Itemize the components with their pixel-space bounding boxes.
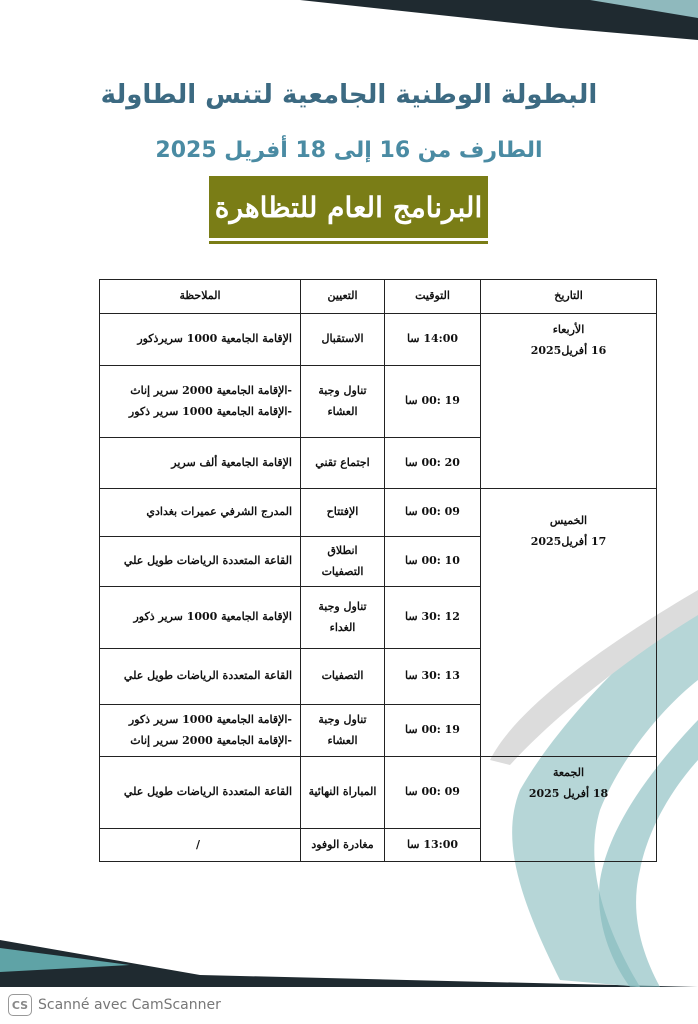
scanner-watermark [8, 994, 221, 1016]
day-name: الأربعاء [552, 323, 585, 336]
table-row [100, 489, 657, 537]
note-cell: المدرج الشرفي عميرات بغدادي [100, 489, 301, 537]
day-date: 17 أفريل2025 [530, 534, 607, 548]
task-cell: الإفتتاح [301, 489, 385, 537]
day-date: 18 أفريل 2025 [528, 786, 609, 800]
note-cell: -الإقامة الجامعية 2000 سرير إناث -الإقامة الجامعية 1000 سرير ذكور [100, 366, 301, 438]
task-cell: تناول وجبة العشاء [301, 705, 385, 757]
task-cell: اجتماع تقني [301, 438, 385, 489]
task-cell: انطلاق التصفيات [301, 537, 385, 587]
time-cell: 13 :30 سا [385, 649, 481, 705]
task-cell: تناول وجبة العشاء [301, 366, 385, 438]
time-cell: 19 :00 سا [385, 366, 481, 438]
note-cell: الإقامة الجامعية 1000 سرير ذكور [100, 587, 301, 649]
banner-underline [209, 241, 488, 244]
task-cell: التصفيات [301, 649, 385, 705]
time-cell: 20 :00 سا [385, 438, 481, 489]
task-cell: تناول وجبة الغداء [301, 587, 385, 649]
day-name: الخميس [549, 514, 588, 527]
time-cell: 12 :30 سا [385, 587, 481, 649]
day-cell-thursday [481, 489, 657, 757]
header-assignment: التعيين [301, 280, 385, 314]
header-date: التاريخ [481, 280, 657, 314]
day-cell-wednesday [481, 314, 657, 489]
note-cell: الإقامة الجامعية 1000 سريرذكور [100, 314, 301, 366]
note-cell: القاعة المتعددة الرياضات طويل علي [100, 757, 301, 829]
note-cell: -الإقامة الجامعية 1000 سرير ذكور -الإقامة الجامعية 2000 سرير إناث [100, 705, 301, 757]
time-cell: 13:00 سا [385, 829, 481, 862]
note-cell: القاعة المتعددة الرياضات طويل علي [100, 537, 301, 587]
day-date: 16 أفريل2025 [530, 343, 607, 357]
day-name: الجمعة [552, 766, 585, 779]
program-banner: البرنامج العام للتظاهرة [209, 176, 488, 238]
note-cell: الإقامة الجامعية ألف سرير [100, 438, 301, 489]
camscanner-logo-icon: CS [8, 994, 32, 1016]
task-cell: الاستقبال [301, 314, 385, 366]
table-header-row [100, 280, 657, 314]
note-cell: / [100, 829, 301, 862]
scanner-text: Scanné avec CamScanner [38, 997, 221, 1013]
header-notes: الملاحظة [100, 280, 301, 314]
time-cell: 19 :00 سا [385, 705, 481, 757]
time-cell: 09 :00 سا [385, 757, 481, 829]
event-location-dates: الطارف من 16 إلى 18 أفريل 2025 [155, 138, 543, 163]
page-title: البطولة الوطنية الجامعية لتنس الطاولة [100, 80, 598, 110]
note-cell: القاعة المتعددة الرياضات طويل علي [100, 649, 301, 705]
time-cell: 14:00 سا [385, 314, 481, 366]
time-cell: 10 :00 سا [385, 537, 481, 587]
table-row [100, 314, 657, 366]
header-time: التوقيت [385, 280, 481, 314]
day-cell-friday [481, 757, 657, 862]
task-cell: المباراة النهائية [301, 757, 385, 829]
time-cell: 09 :00 سا [385, 489, 481, 537]
task-cell: مغادرة الوفود [301, 829, 385, 862]
table-row [100, 757, 657, 829]
schedule-table [99, 279, 657, 862]
